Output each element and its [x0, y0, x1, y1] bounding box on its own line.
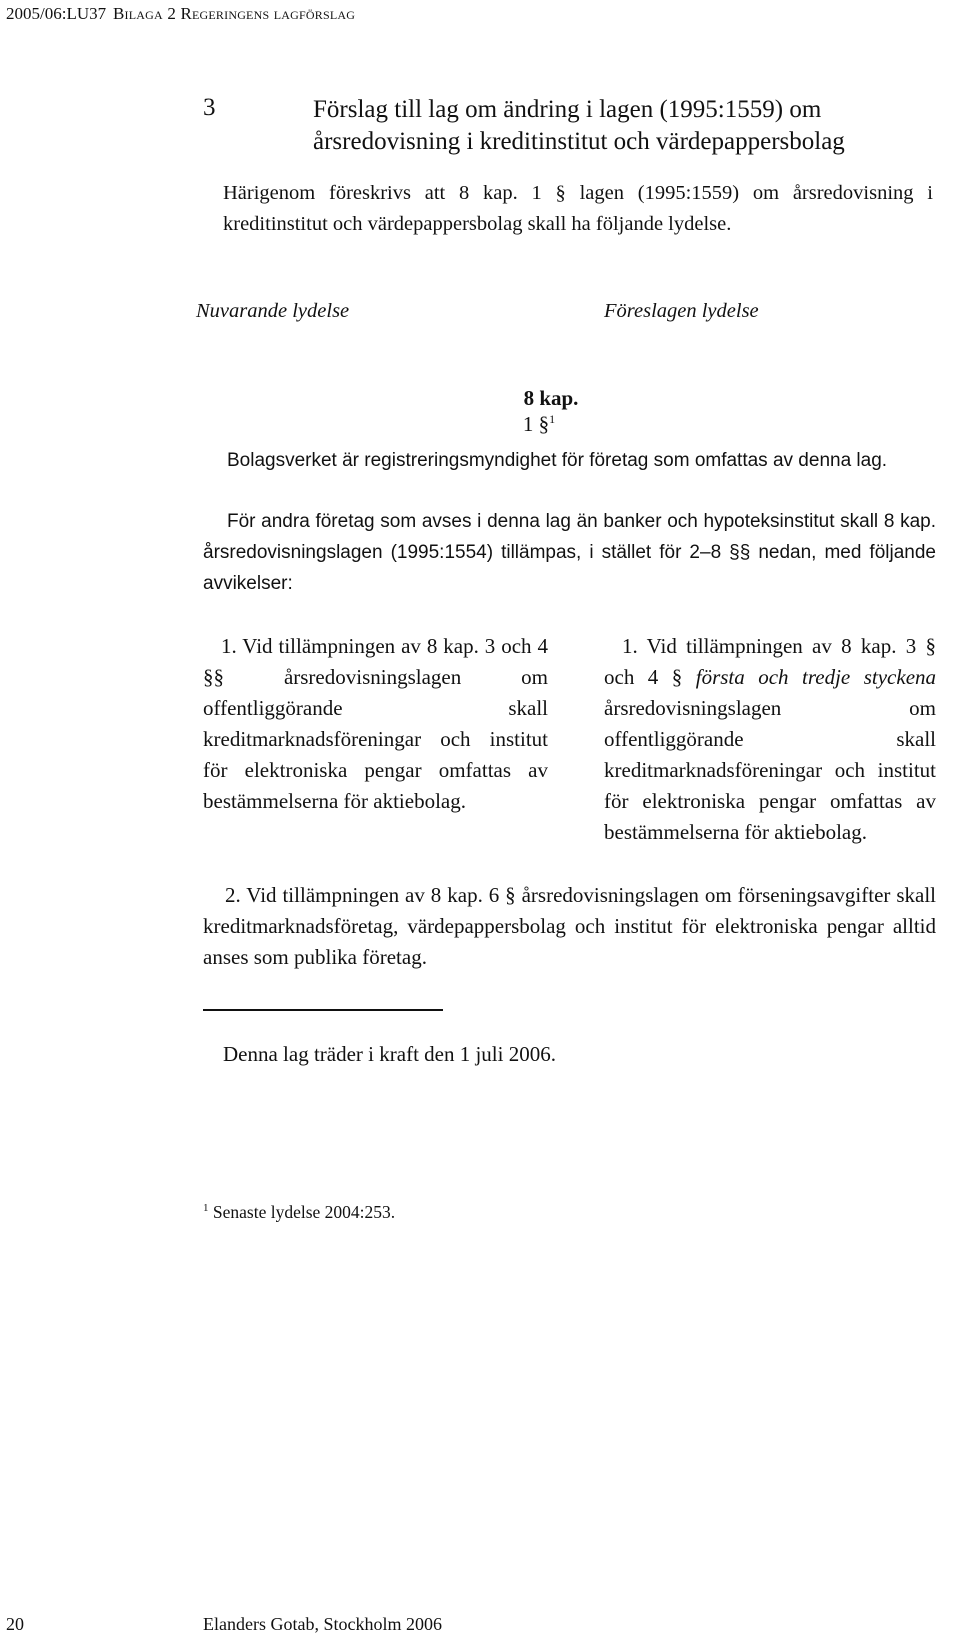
- footnote-text: Senaste lydelse 2004:253.: [208, 1202, 396, 1222]
- chapter-heading: 8 kap.: [523, 386, 579, 410]
- footnote: [203, 1202, 395, 1223]
- item2-text: 2. Vid tillämpningen av 8 kap. 6 § årsredovisningslagen om förseningsavgifter skall kreditmarknadsföretag, värdepappersbolag och institut för elektroniska pengar alltid anses som publika företag.: [203, 883, 936, 969]
- current-wording-heading: Nuvarande lydelse: [196, 300, 350, 322]
- separator-rule: [203, 1009, 443, 1011]
- document-code: 2005/06:LU37: [6, 4, 107, 23]
- entry-into-force: Denna lag träder i kraft den 1 juli 2006.: [223, 1042, 556, 1066]
- footnote-reference: 1: [549, 412, 556, 426]
- section-label: Bilaga 2 Regeringens lagförslag: [113, 4, 356, 23]
- body-paragraph-2: För andra företag som avses i denna lag än banker och hypoteksinstitut skall 8 kap. årsredovisningslagen (1995:1554) tillämpas, i stället för 2–8 §§ nedan, med följande avvikelser:: [203, 511, 936, 594]
- item1-proposed-part-a: 1. Vid tillämpningen av 8 kap. 3 § och 4 §: [604, 634, 936, 689]
- footnote-mark: 1: [203, 1202, 209, 1215]
- item1-current-wording: [203, 631, 548, 817]
- item1-proposed-italic-2: styckena: [863, 665, 937, 689]
- section-number: 3: [203, 94, 216, 121]
- page-number: 20: [6, 1614, 24, 1634]
- item1-current-text: 1. Vid tillämpningen av 8 kap. 3 och 4 §§ årsredovisningslagen om offentliggörande skall kreditmarknadsföreningar och institut för elektroniska pengar omfattas av bestämmelserna för aktiebolag.: [203, 634, 548, 813]
- body-paragraph-1: Bolagsverket är registreringsmyndighet för företag som omfattas av denna lag.: [227, 450, 888, 471]
- item1-proposed-part-c: årsredovisningslagen om offentliggörande skall kreditmarknadsföreningar och institut för elektroniska pengar omfattas av bestämmelserna för aktiebolag.: [604, 696, 936, 844]
- printer-imprint: Elanders Gotab, Stockholm 2006: [203, 1614, 442, 1634]
- item1-proposed-wording: [604, 631, 936, 848]
- intro-text: Härigenom föreskrivs att 8 kap. 1 § lagen (1995:1559) om årsredovisning i kreditinstitut och värdepappersbolag skall ha följande lydelse.: [223, 182, 933, 235]
- item1-proposed-part-b: [850, 665, 863, 689]
- paragraph-label: 1 §: [522, 412, 550, 436]
- item1-proposed-text: [604, 631, 936, 848]
- item1-proposed-italic-1: första och tredje: [695, 665, 851, 689]
- section-title: Förslag till lag om ändring i lagen (1995:1559) om årsredovisning i kreditinstitut och värdepappersbolag: [313, 96, 845, 155]
- proposed-wording-heading: Föreslagen lydelse: [604, 300, 759, 322]
- paragraph-heading: [0, 412, 960, 437]
